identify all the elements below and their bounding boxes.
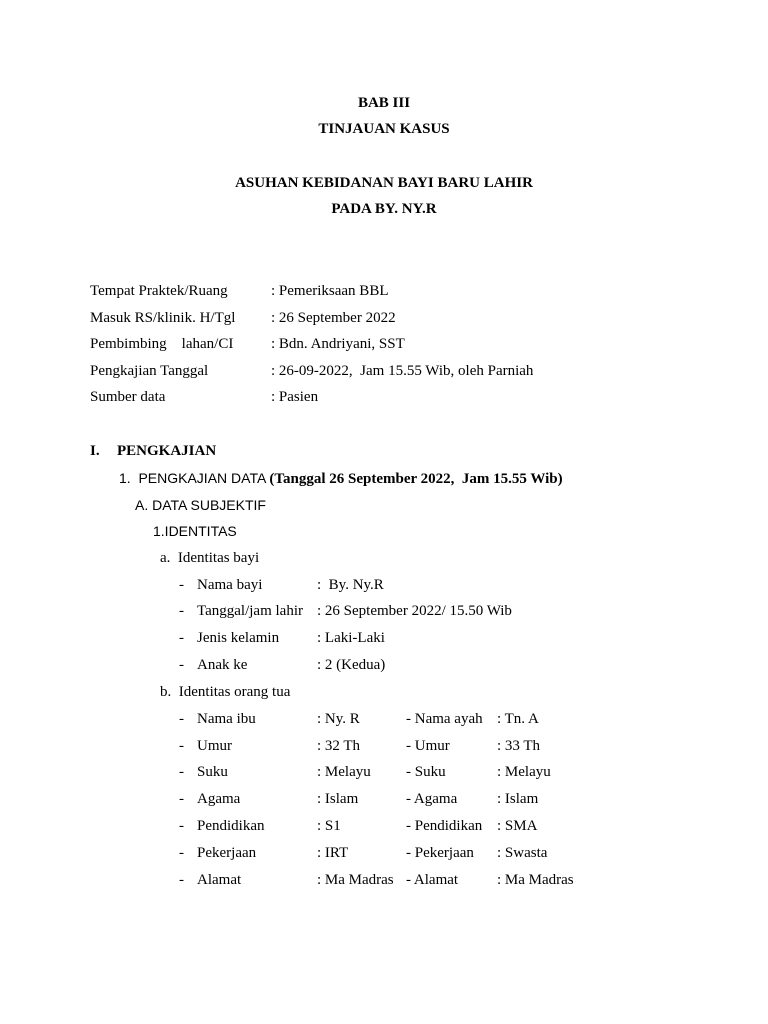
subsection-date: (Tanggal 26 September 2022, Jam 15.55 Wib): [269, 471, 563, 487]
mother-field-label: Suku: [197, 764, 228, 780]
document-title-line2: PADA BY. NY.R: [331, 201, 437, 217]
chapter-title: TINJAUAN KASUS: [318, 121, 450, 137]
bullet-dash: -: [179, 791, 184, 807]
father-field-value: : Islam: [497, 791, 539, 807]
father-field-value: : Tn. A: [497, 711, 539, 727]
father-field-value: : Ma Madras: [497, 872, 574, 888]
baby-field-label: Nama bayi: [197, 577, 263, 593]
info-value: : Pemeriksaan BBL: [271, 283, 389, 299]
mother-field-value: : Ny. R: [317, 711, 360, 727]
baby-field-value: : 2 (Kedua): [317, 657, 386, 673]
document-title-line1: ASUHAN KEBIDANAN BAYI BARU LAHIR: [235, 175, 533, 191]
baby-field-value: : 26 September 2022/ 15.50 Wib: [317, 603, 512, 619]
info-label: Sumber data: [90, 389, 166, 405]
mother-field-value: : 32 Th: [317, 738, 361, 754]
mother-field-label: Umur: [197, 738, 232, 754]
info-value: : Pasien: [271, 389, 319, 405]
parents-identity-heading: b. Identitas orang tua: [160, 684, 291, 700]
info-value: : 26-09-2022, Jam 15.55 Wib, oleh Parniah: [271, 363, 534, 379]
mother-field-value: : Melayu: [317, 764, 371, 780]
father-field-label: - Nama ayah: [406, 711, 483, 727]
bullet-dash: -: [179, 577, 184, 593]
father-field-label: - Alamat: [406, 872, 459, 888]
baby-field-label: Tanggal/jam lahir: [197, 603, 303, 619]
bullet-dash: -: [179, 603, 184, 619]
father-field-label: - Agama: [406, 791, 458, 807]
info-label: Masuk RS/klinik. H/Tgl: [90, 310, 236, 326]
mother-field-label: Pekerjaan: [197, 845, 257, 861]
bullet-dash: -: [179, 657, 184, 673]
father-field-value: : Melayu: [497, 764, 551, 780]
bullet-dash: -: [179, 630, 184, 646]
bullet-dash: -: [179, 845, 184, 861]
father-field-label: - Umur: [406, 738, 450, 754]
bullet-dash: -: [179, 738, 184, 754]
mother-field-value: : Ma Madras: [317, 872, 394, 888]
mother-field-label: Agama: [197, 791, 241, 807]
baby-identity-heading: a. Identitas bayi: [160, 550, 260, 566]
baby-field-label: Jenis kelamin: [197, 630, 280, 646]
mother-field-value: : IRT: [317, 845, 349, 861]
mother-field-value: : Islam: [317, 791, 359, 807]
section-title: PENGKAJIAN: [117, 443, 217, 459]
info-value: : 26 September 2022: [271, 310, 396, 326]
father-field-label: - Suku: [406, 764, 446, 780]
subsection-heading: [119, 469, 563, 488]
section-number: I.: [90, 443, 100, 459]
baby-field-value: : Laki-Laki: [317, 630, 385, 646]
subjective-heading: A. DATA SUBJEKTIF: [135, 497, 266, 513]
father-field-value: : SMA: [497, 818, 538, 834]
father-field-label: - Pendidikan: [406, 818, 483, 834]
info-label: Tempat Praktek/Ruang: [90, 283, 228, 299]
father-field-value: : Swasta: [497, 845, 548, 861]
bullet-dash: -: [179, 764, 184, 780]
info-value: : Bdn. Andriyani, SST: [271, 336, 405, 352]
mother-field-label: Nama ibu: [197, 711, 256, 727]
info-label: Pengkajian Tanggal: [90, 363, 209, 379]
mother-field-value: : S1: [317, 818, 341, 834]
identity-heading: 1.IDENTITAS: [153, 523, 237, 539]
subsection-prefix: 1. PENGKAJIAN DATA: [119, 470, 270, 486]
mother-field-label: Alamat: [197, 872, 242, 888]
baby-field-value: : By. Ny.R: [317, 577, 384, 593]
bullet-dash: -: [179, 711, 184, 727]
info-label: Pembimbing lahan/CI: [90, 336, 234, 352]
bullet-dash: -: [179, 872, 184, 888]
bullet-dash: -: [179, 818, 184, 834]
mother-field-label: Pendidikan: [197, 818, 265, 834]
chapter-number: BAB III: [357, 95, 411, 111]
father-field-label: - Pekerjaan: [406, 845, 474, 861]
father-field-value: : 33 Th: [497, 738, 541, 754]
baby-field-label: Anak ke: [197, 657, 248, 673]
